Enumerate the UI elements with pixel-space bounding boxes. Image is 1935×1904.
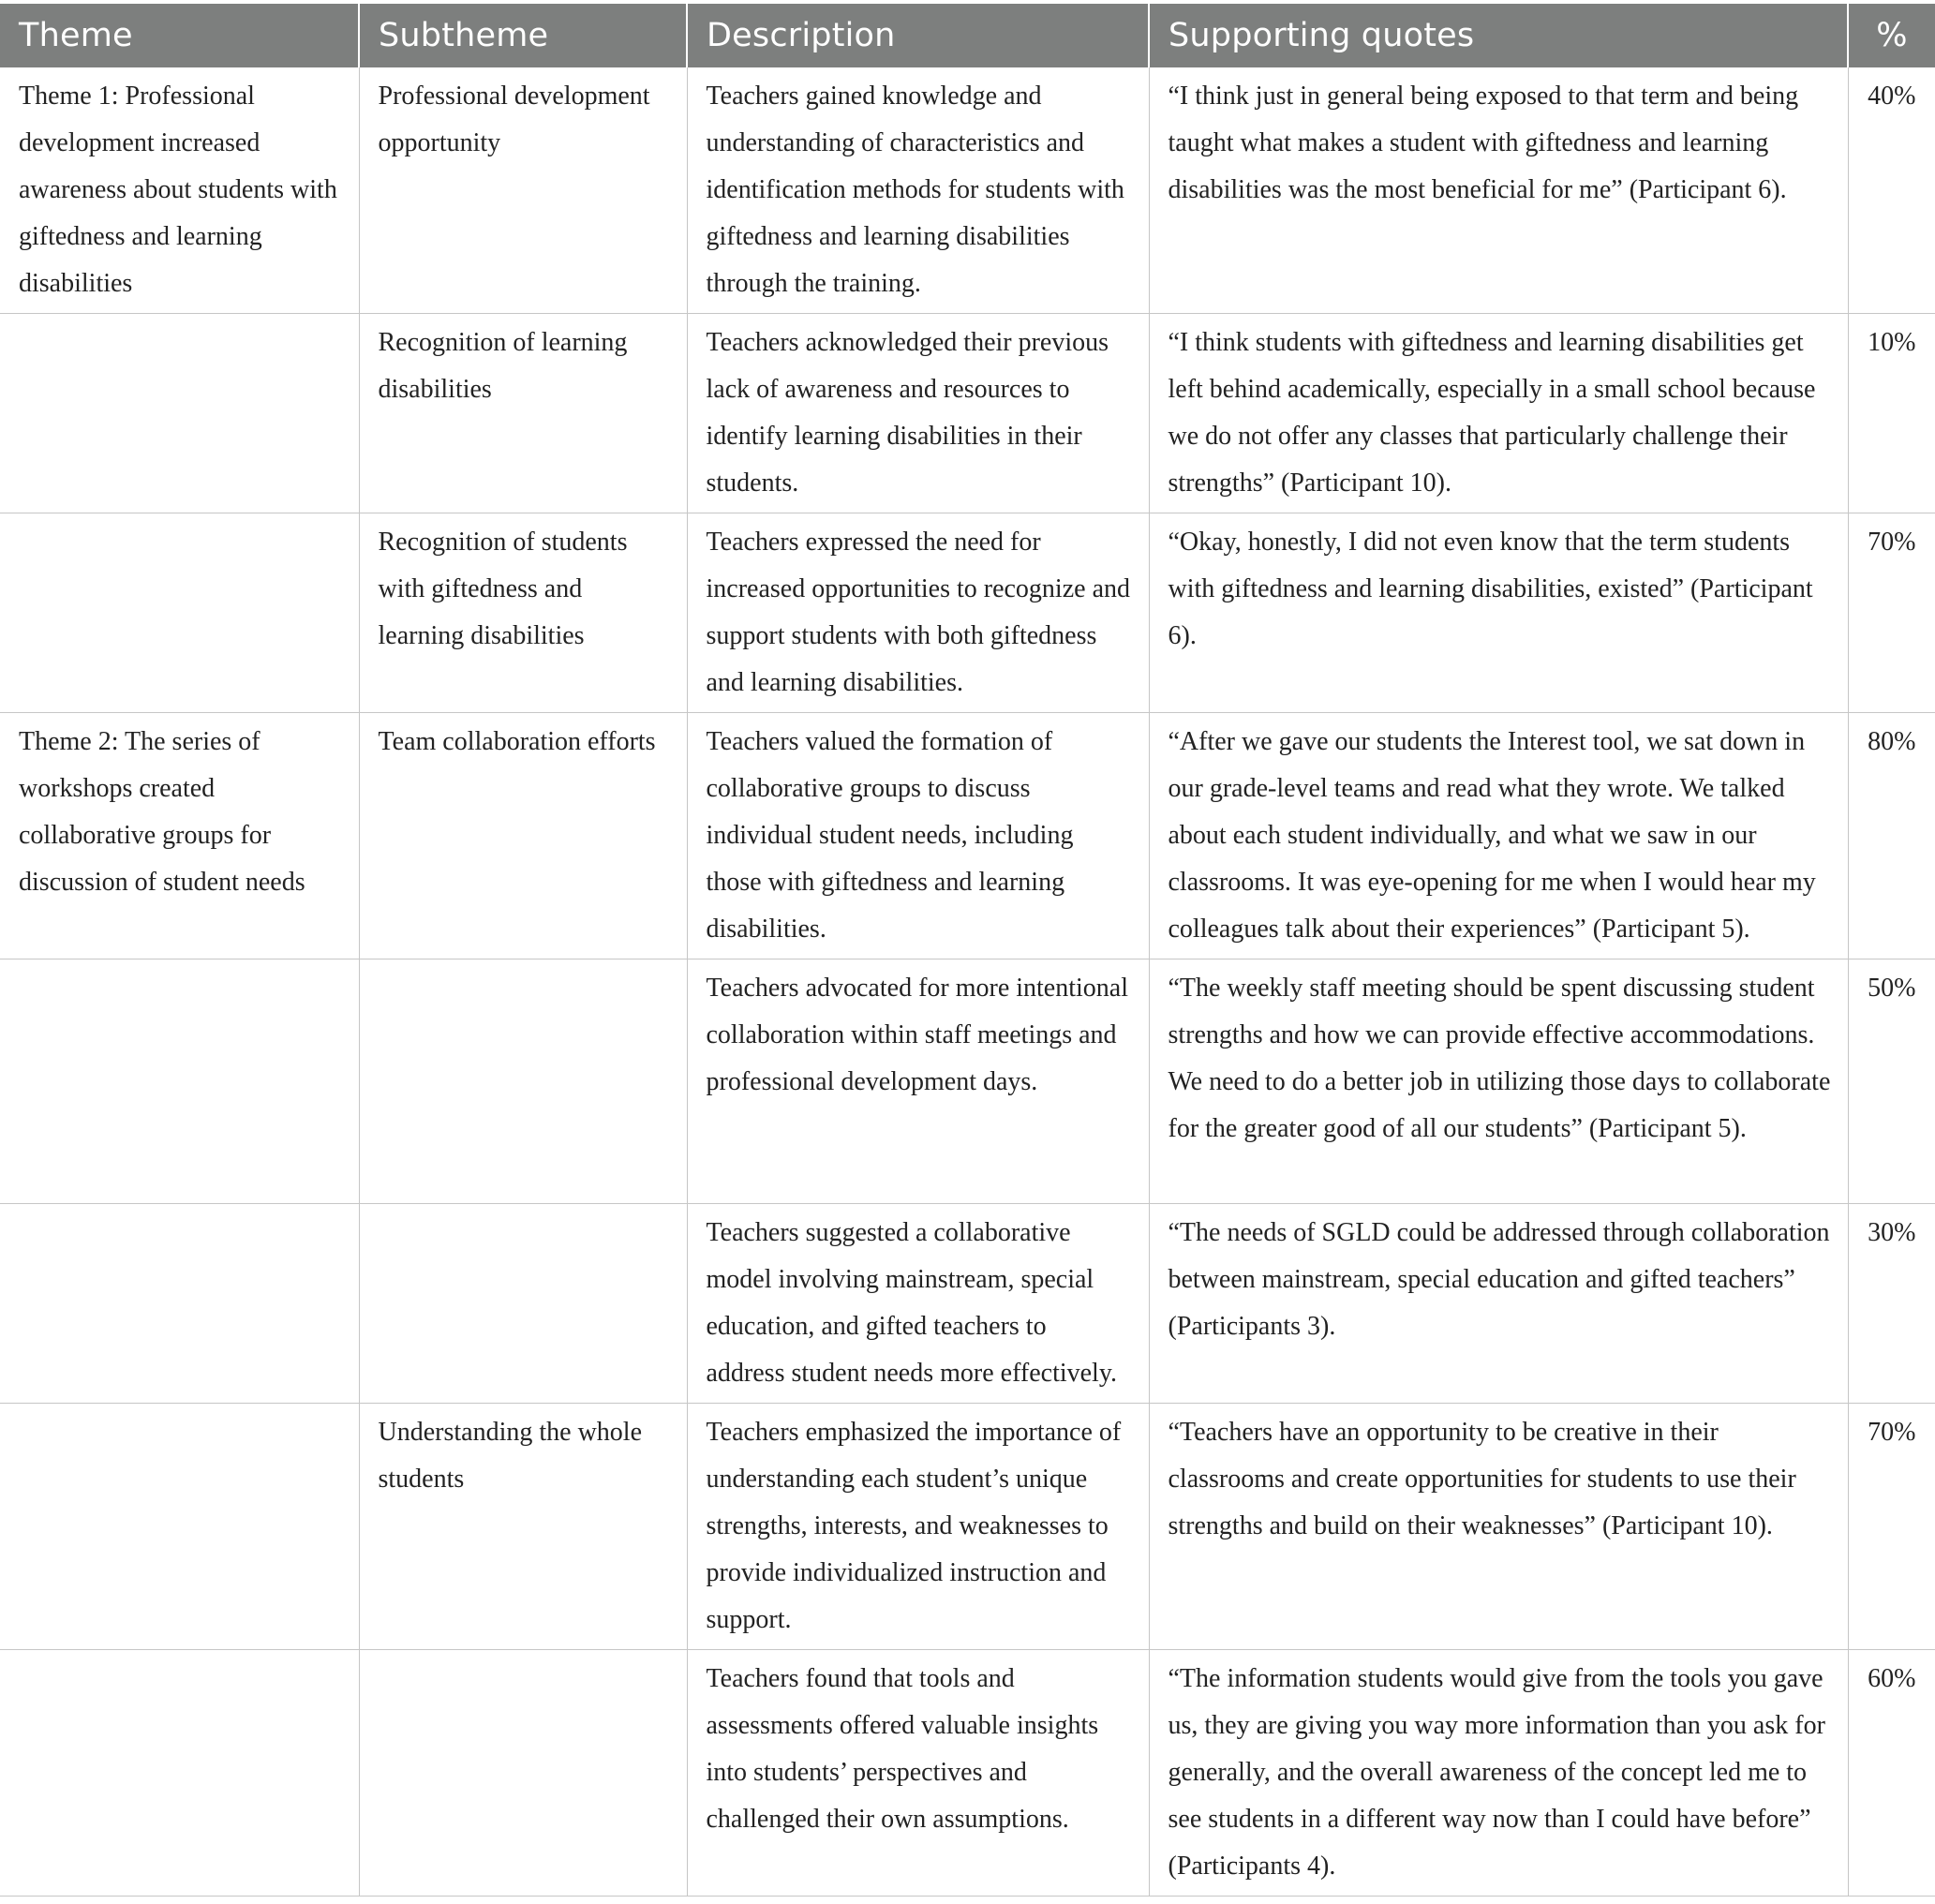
header-subtheme: Subtheme bbox=[359, 4, 687, 67]
subtheme-cell: Recognition of learning disabilities bbox=[359, 314, 687, 513]
table-body bbox=[0, 67, 1935, 1897]
quote-cell: “The information students would give from the tools you gave us, they are giving you way more information than you ask for generally, and the overall awareness of the concept led me to see students in a different way now than I could have before” (Participants 4). bbox=[1149, 1650, 1848, 1897]
theme-cell bbox=[0, 513, 359, 713]
table-row bbox=[0, 959, 1935, 1204]
percent-cell: 50% bbox=[1848, 959, 1935, 1204]
theme-cell bbox=[0, 1204, 359, 1404]
quote-cell: “After we gave our students the Interest tool, we sat down in our grade-level teams and read what they wrote. We talked about each student individually, and what we saw in our classrooms. It was eye-opening for me when I would hear my colleagues talk about their experiences” (Participant 5). bbox=[1149, 713, 1848, 959]
subtheme-cell: Understanding the whole students bbox=[359, 1404, 687, 1650]
header-row bbox=[0, 4, 1935, 67]
description-cell: Teachers expressed the need for increased opportunities to recognize and support students with both giftedness and learning disabilities. bbox=[687, 513, 1149, 713]
quote-cell: “Teachers have an opportunity to be creative in their classrooms and create opportunities for students to use their strengths and build on their weaknesses” (Participant 10). bbox=[1149, 1404, 1848, 1650]
table-row bbox=[0, 713, 1935, 959]
theme-cell bbox=[0, 1650, 359, 1897]
theme-cell bbox=[0, 1404, 359, 1650]
subtheme-cell bbox=[359, 959, 687, 1204]
theme-cell bbox=[0, 314, 359, 513]
themes-table bbox=[0, 4, 1935, 1897]
table-row bbox=[0, 1650, 1935, 1897]
table-row bbox=[0, 67, 1935, 314]
table-row bbox=[0, 513, 1935, 713]
percent-cell: 30% bbox=[1848, 1204, 1935, 1404]
table-row bbox=[0, 314, 1935, 513]
subtheme-cell: Team collaboration efforts bbox=[359, 713, 687, 959]
table-header bbox=[0, 4, 1935, 67]
table-row bbox=[0, 1404, 1935, 1650]
quote-cell: “I think just in general being exposed to that term and being taught what makes a student with giftedness and learning disabilities was the most beneficial for me” (Participant 6). bbox=[1149, 67, 1848, 314]
description-cell: Teachers valued the formation of collaborative groups to discuss individual student needs, including those with giftedness and learning disabilities. bbox=[687, 713, 1149, 959]
themes-table-container bbox=[0, 4, 1935, 1897]
description-cell: Teachers acknowledged their previous lack of awareness and resources to identify learning disabilities in their students. bbox=[687, 314, 1149, 513]
header-supporting-quotes: Supporting quotes bbox=[1149, 4, 1848, 67]
description-cell: Teachers suggested a collaborative model involving mainstream, special education, and gifted teachers to address student needs more effectively. bbox=[687, 1204, 1149, 1404]
quote-cell: “The weekly staff meeting should be spent discussing student strengths and how we can provide effective accommodations. We need to do a better job in utilizing those days to collaborate for the greater good of all our students” (Participant 5). bbox=[1149, 959, 1848, 1204]
description-cell: Teachers gained knowledge and understanding of characteristics and identification methods for students with giftedness and learning disabilities through the training. bbox=[687, 67, 1149, 314]
subtheme-cell: Recognition of students with giftedness and learning disabilities bbox=[359, 513, 687, 713]
theme-cell: Theme 2: The series of workshops created collaborative groups for discussion of student needs bbox=[0, 713, 359, 959]
header-description: Description bbox=[687, 4, 1149, 67]
quote-cell: “The needs of SGLD could be addressed through collaboration between mainstream, special education and gifted teachers” (Participants 3). bbox=[1149, 1204, 1848, 1404]
quote-cell: “Okay, honestly, I did not even know that the term students with giftedness and learning disabilities, existed” (Participant 6). bbox=[1149, 513, 1848, 713]
theme-cell bbox=[0, 959, 359, 1204]
header-theme: Theme bbox=[0, 4, 359, 67]
table-row bbox=[0, 1204, 1935, 1404]
description-cell: Teachers advocated for more intentional collaboration within staff meetings and professional development days. bbox=[687, 959, 1149, 1204]
description-cell: Teachers emphasized the importance of understanding each student’s unique strengths, interests, and weaknesses to provide individualized instruction and support. bbox=[687, 1404, 1149, 1650]
percent-cell: 10% bbox=[1848, 314, 1935, 513]
subtheme-cell bbox=[359, 1650, 687, 1897]
percent-cell: 40% bbox=[1848, 67, 1935, 314]
header-percent: % bbox=[1848, 4, 1935, 67]
subtheme-cell bbox=[359, 1204, 687, 1404]
percent-cell: 60% bbox=[1848, 1650, 1935, 1897]
percent-cell: 70% bbox=[1848, 513, 1935, 713]
quote-cell: “I think students with giftedness and learning disabilities get left behind academically, especially in a small school because we do not offer any classes that particularly challenge their strengths” (Participant 10). bbox=[1149, 314, 1848, 513]
percent-cell: 70% bbox=[1848, 1404, 1935, 1650]
theme-cell: Theme 1: Professional development increased awareness about students with giftedness and learning disabilities bbox=[0, 67, 359, 314]
subtheme-cell: Professional development opportunity bbox=[359, 67, 687, 314]
percent-cell: 80% bbox=[1848, 713, 1935, 959]
description-cell: Teachers found that tools and assessments offered valuable insights into students’ perspectives and challenged their own assumptions. bbox=[687, 1650, 1149, 1897]
